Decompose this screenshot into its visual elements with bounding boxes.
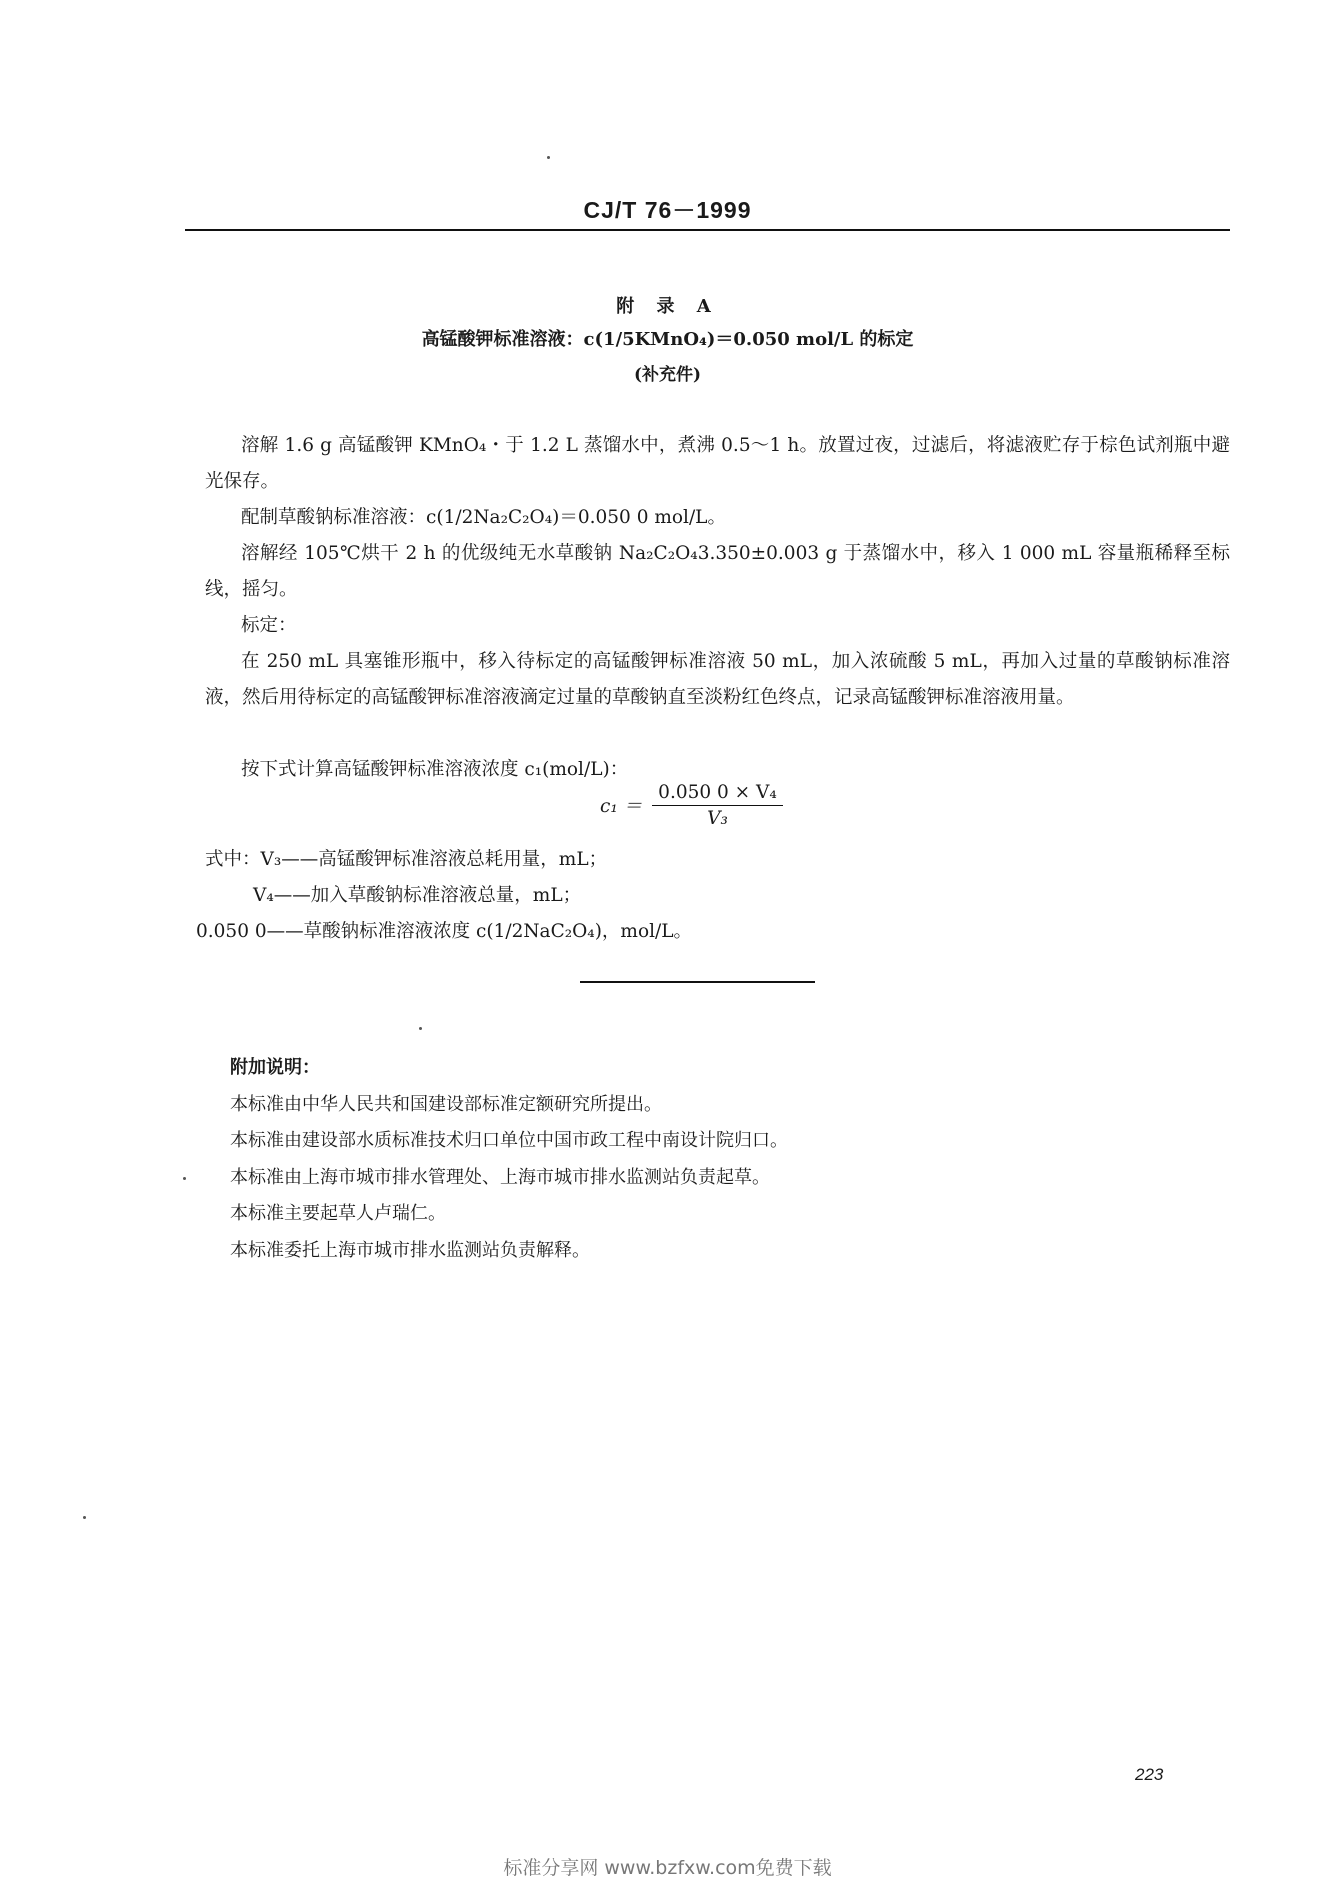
paragraph-calibration-label: 标定： — [241, 615, 297, 636]
formula-fraction — [652, 782, 783, 829]
end-rule — [580, 981, 815, 983]
additional-line: 本标准委托上海市城市排水监测站负责解释。 — [230, 1239, 590, 1261]
paragraph-calibration: 在 250 mL 具塞锥形瓶中，移入待标定的高锰酸钾标准溶液 50 mL，加入浓硫酸 5 mL，再加入过量的草酸钠标准溶液，然后用待标定的高锰酸钾标准溶液滴定过量的草酸钠直至淡粉红色终点，记录高锰酸钾标准溶液用量。 — [205, 651, 1230, 708]
formula-denominator: V₃ — [707, 807, 728, 829]
appendix-note: (补充件) — [633, 365, 702, 385]
paragraph-dissolve: 溶解 1.6 g 高锰酸钾 KMnO₄・于 1.2 L 蒸馏水中，煮沸 0.5～1 h。放置过夜，过滤后，将滤液贮存于棕色试剂瓶中避光保存。 — [205, 435, 1230, 492]
paragraph-formula-intro: 按下式计算高锰酸钾标准溶液浓度 c₁(mol/L)： — [241, 759, 629, 780]
paragraph-prepare: 配制草酸钠标准溶液：c(1/2Na₂C₂O₄)＝0.050 0 mol/L。 — [241, 507, 726, 528]
additional-line: 本标准由建设部水质标准技术归口单位中国市政工程中南设计院归口。 — [230, 1130, 788, 1151]
where-constant: 0.050 0——草酸钠标准溶液浓度 c(1/2NaC₂O₄)，mol/L。 — [196, 921, 693, 942]
watermark-footer: 标准分享网 www.bzfxw.com免费下载 — [503, 1857, 832, 1879]
standard-code-header: CJ/T 76－1999 — [583, 197, 752, 223]
formula-lhs: c₁ ＝ — [600, 796, 643, 817]
paragraph-oxalate: 溶解经 105℃烘干 2 h 的优级纯无水草酸钠 Na₂C₂O₄3.350±0.003 g 于蒸馏水中，移入 1 000 mL 容量瓶稀释至标线，摇匀。 — [205, 543, 1230, 600]
additional-line: 本标准由上海市城市排水管理处、上海市城市排水监测站负责起草。 — [230, 1166, 770, 1188]
scan-speck — [419, 1027, 422, 1030]
where-v3: 式中：V₃——高锰酸钾标准溶液总耗用量，mL； — [205, 849, 608, 870]
where-v4: V₄——加入草酸钠标准溶液总量，mL； — [253, 885, 582, 906]
additional-line: 本标准主要起草人卢瑞仁。 — [230, 1203, 446, 1224]
concentration-formula — [600, 775, 783, 835]
additional-notes — [230, 1050, 1230, 1269]
scan-speck — [183, 1177, 186, 1180]
additional-heading: 附加说明： — [230, 1057, 320, 1078]
formula-numerator: 0.050 0 × V₄ — [652, 782, 783, 806]
appendix-title: 附 录 A — [616, 296, 719, 317]
appendix-subtitle: 高锰酸钾标准溶液：c(1/5KMnO₄)＝0.050 mol/L 的标定 — [421, 329, 914, 350]
page-number: 223 — [1135, 1765, 1164, 1784]
scan-speck — [547, 156, 550, 159]
additional-line: 本标准由中华人民共和国建设部标准定额研究所提出。 — [230, 1093, 662, 1115]
scan-speck — [83, 1516, 86, 1519]
header-rule — [185, 229, 1230, 231]
